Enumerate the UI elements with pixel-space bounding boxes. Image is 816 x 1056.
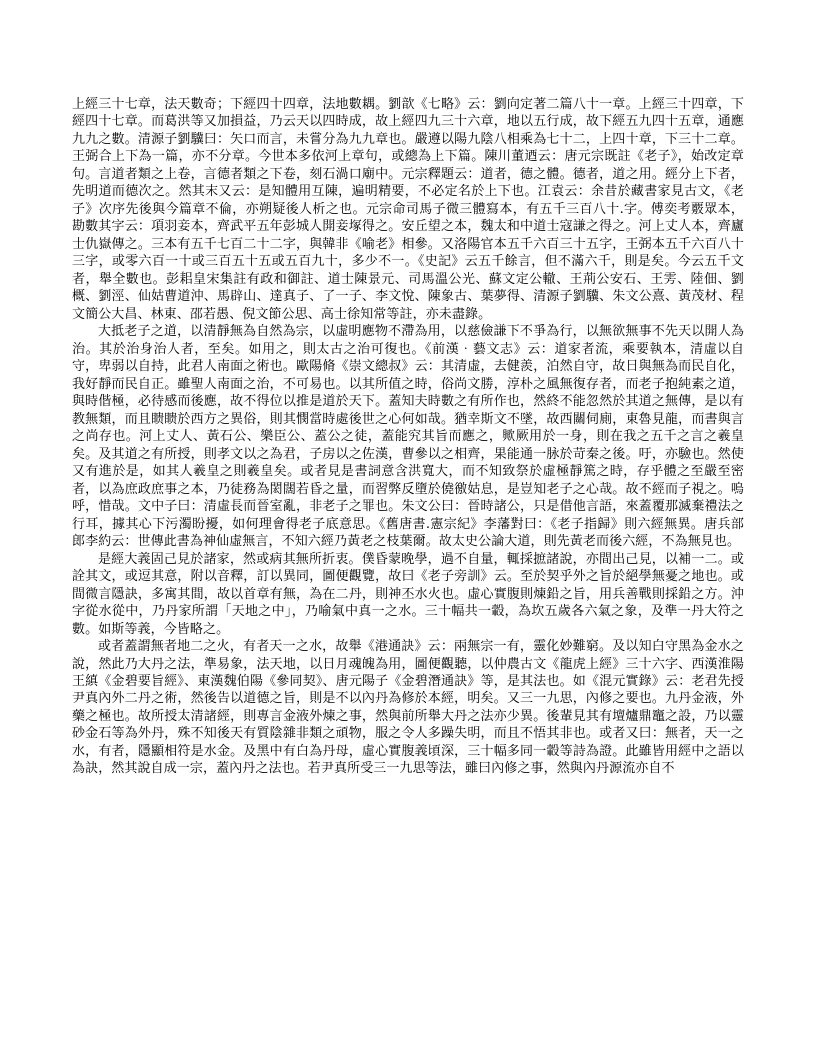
paragraph: 大抵老子之道，以清靜無為自然為宗，以虛明應物不滯為用，以慈儉謙下不爭為行，以無欲無事不先天以開人為治。其於治身治人者，至矣。如用之，則太古之治可復也。《前漢‧藝文志》云：道家者流，乘要執本，清虛以自守，卑弱以自持，此君人南面之術也。歐陽脩《崇文總叔》云：其清虛，去健羨，泊然自守，故日與無為而民自化，我好靜而民自正。雖聖人南面之治，不可易也。以其所值之時，俗尚文勝，淳朴之風無復存者，而老子抱純素之道，與時偕極，必待感而後應，故不得位以推是道於天下。蓋知夫時數之有所作也，然終不能忽然於其道之無傳，是以有教無類，而且瞆瞆於西方之異俗，則其憫當時處後世之心何如哉。猶幸斯文不墜，故西關伺廁，東魯見龍，而書與言之尚存也。河上丈人、黃石公、樂臣公、蓋公之徒，蓋能究其旨而應之，歟厥用於一身，則在我之五千之言之羲皇矣。及其道之有所授，則孝文以之為君，子房以之佐漢，曹參以之相齊，果能通一脉於苛秦之後。吁，亦驗也。然使又有進於是，如其人羲皇之則羲皇矣。或者見是書詞意含洪寬大，而不知致祭於虛極靜篤之時，存乎體之至嚴至密者，以為庶政庶事之本，乃徒務為閎闊若昏之量，而習弊反墮於僥徼姑息，是豈知老子之心哉。故不經而子視之。嗚呼，惜哉。文中子曰：清虛長而晉室亂，非老子之罪也。朱文公曰：晉時諸公，只是借他言語，來蓋覆那滅棄禮法之行耳，據其心下污濁盼擾，如何理會得老子底意思。《舊唐書.憲宗紀》李藩對曰：《老子指歸》則六經無異。唐兵部郎李約云：世傳此書為神仙虛無言，不知六經乃黃老之枝葉爾。故太史公論大道，則先黃老而後六經，不為無見也。: [72, 324, 744, 550]
paragraph: 是經大義固己見於諸家，然或病其無所折衷。僕昏蒙晚學，過不自量，輒採摭諸說，亦間出己見，以補一二。或詮其文，或逗其意，附以音釋，訂以異同，圖便觀覽，故曰《老子旁訓》云。至於契乎外之旨於絕學無憂之地也。或間微言隱訣，多寓其間，故以首章有無，為在二丹，則神丕水火也。虛心實腹則煉鉛之旨，用兵善戰則採鉛之方。沖字從水從中，乃丹家所謂「天地之中」，乃喻氣中真一之水。三十幅共一轂，為坎五歲各六氣之象，及準一丹大符之數。如斯等義，今皆略之。: [72, 551, 744, 637]
paragraph: 或者蓋謂無者地二之火，有者天一之水，故舉《港通訣》云：兩無宗一有，靈化妙難窮。及以知白守黑為金水之說，然此乃大丹之法，準易象，法天地，以日月魂魄為用，圖便觀聽，以仲農古文《龍虎上經》三十六字、西漢淮陽王縝《金碧要旨經》、東漢魏伯陽《參同契》、唐元陽子《金碧潛通訣》等，是其法也。如《混元實錄》云：老君先授尹真內外二丹之術，然後告以道德之旨，則是不以內丹為修於本經，明矣。又三一九思，內修之要也。九丹金液，外藥之極也。故所授太清諸經，則專言金液外煉之事，然與前所舉大丹之法亦少異。後輩見其有壇爐鼎竈之設，乃以靈砂金石等為外丹，殊不知後天有質陰雜非類之頑物，服之令人多躁失明，而且不悟其非也。或者又曰：無者，天一之水，有者，隱顯相符是水金。及黑中有白為丹母，虛心實腹義頃深，三十幅多同一轂等詩為證。此雖皆用經中之語以為訣，然其說自成一宗，蓋內丹之法也。若尹真所受三一九思等法，雖曰內修之事，然與內丹源流亦自不: [72, 639, 744, 777]
paragraph: 上經三十七章，法天數奇；下經四十四章，法地數耦。劉歆《七略》云：劉向定著二篇八十一章。上經三十四章，下經四十七章。而葛洪等又加損益，乃云天以四時成，故上經四九三十六章，地以五行成，故下經五九四十五章，通應九九之數。清源子劉驥曰：矢口而言，未嘗分為九九章也。嚴遵以陽九陰八相乘為七十二，上四十章，下三十二章。王弼合上下為一篇，亦不分章。今世本多依河上章句，或總為上下篇。陳川董迺云：唐元宗既註《老子》，始改定章句。言道者類之上卷，言德者類之下卷，刻石渦口廟中。元宗釋題云：道者，德之體。德者，道之用。經分上下者，先明道而德次之。然其末又云：是知體用互陳，遍明精要，不必定名於上下也。江袁云：余昔於藏書家見古文，《老子》次序先後與今篇章不倫，亦朔疑後人析之也。元宗命司馬子微三體寫本，有五千三百八十.字。傅奕考覈眾本，勘數其字云：項羽妾本，齊武平五年彭城人開妾塚得之。安丘望之本，魏太和中道士寇謙之得之。河上丈人本，齊廬士仇嶽傳之。三本有五千七百二十二字，與韓非《喻老》相參。又洛陽官本五千六百三十五字，王弼本五千六百八十三字，或零六百一十或三百五十五或五百九十，多少不一。《史記》云五千餘言，但不滿六千，則是矣。今云五千文者，舉全數也。彭耜皇宋集註有政和御註、道士陳景元、司馬溫公光、蘇文定公轍、王荊公安石、王雱、陸佃、劉概、劉涇、仙姑曹道沖、馬辟山、達真子、了一子、李文悅、陳象古、葉夢得、清源子劉驥、朱文公熹、黃茂材、程文簡公大昌、林東、邵若愚、倪文節公思、高士徐知常等註，亦未盡錄。: [72, 97, 744, 322]
document-body: [72, 96, 744, 778]
